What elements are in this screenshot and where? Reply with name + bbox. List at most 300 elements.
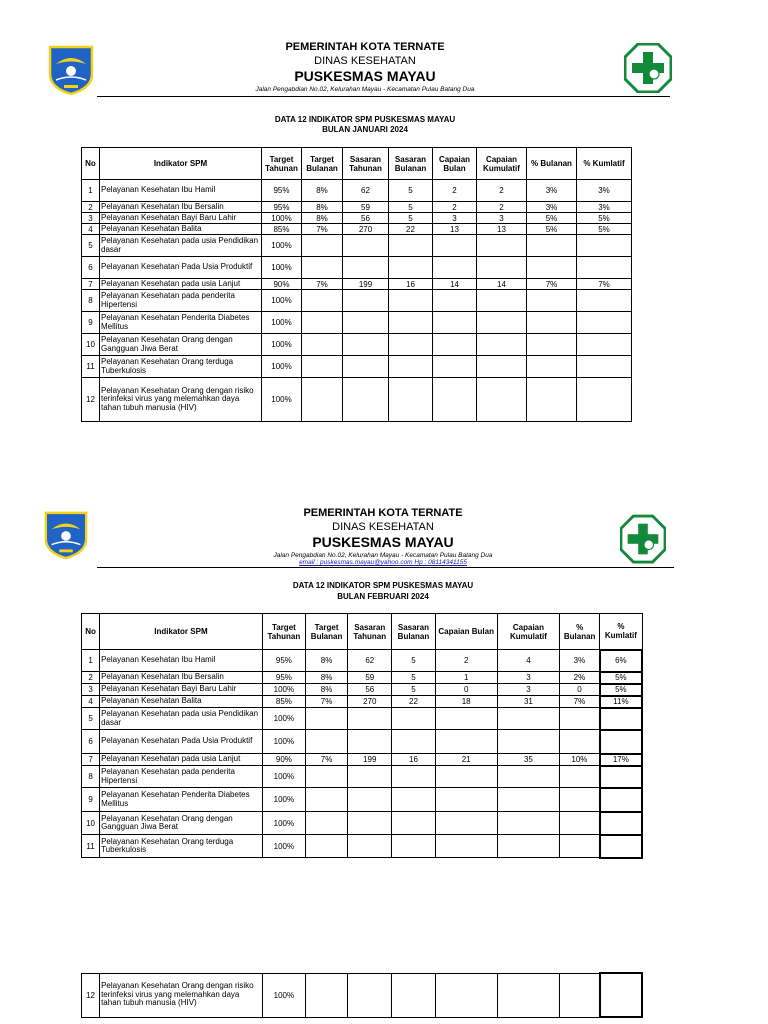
value-cell bbox=[302, 378, 343, 422]
row-number-cell: 8 bbox=[82, 766, 100, 788]
value-cell: 3% bbox=[527, 180, 577, 202]
value-cell bbox=[435, 835, 497, 858]
value-cell bbox=[600, 835, 642, 858]
value-cell bbox=[497, 835, 559, 858]
value-cell bbox=[305, 708, 347, 730]
value-cell: 199 bbox=[343, 279, 389, 290]
row-number-cell: 1 bbox=[82, 650, 100, 672]
header-address: Jalan Pengabdian No.02, Kelurahan Mayau - Kecamatan Pulau Batang Dua bbox=[255, 86, 475, 93]
value-cell bbox=[577, 290, 632, 312]
value-cell: 5 bbox=[389, 202, 433, 213]
value-cell: 35 bbox=[497, 754, 559, 766]
value-cell: 100% bbox=[262, 213, 302, 224]
value-cell bbox=[560, 973, 600, 1017]
row-number-cell: 7 bbox=[82, 279, 100, 290]
health-cross-icon bbox=[624, 43, 672, 93]
value-cell bbox=[389, 290, 433, 312]
header-dept: DINAS KESEHATAN bbox=[314, 55, 416, 67]
value-cell: 8% bbox=[302, 202, 343, 213]
value-cell: 14 bbox=[433, 279, 477, 290]
value-cell bbox=[527, 235, 577, 257]
table-subtitle: BULAN JANUARI 2024 bbox=[322, 125, 408, 134]
value-cell: 100% bbox=[262, 312, 302, 334]
column-header: % Bulanan bbox=[527, 148, 577, 180]
value-cell: 5% bbox=[527, 213, 577, 224]
column-header: Sasaran Bulanan bbox=[392, 614, 435, 650]
value-cell bbox=[348, 788, 392, 812]
value-cell bbox=[577, 257, 632, 279]
value-cell: 100% bbox=[262, 334, 302, 356]
value-cell bbox=[389, 378, 433, 422]
value-cell: 22 bbox=[389, 224, 433, 235]
indicator-name-cell: Pelayanan Kesehatan Balita bbox=[100, 224, 262, 235]
column-header: Target Bulanan bbox=[302, 148, 343, 180]
value-cell: 7% bbox=[302, 224, 343, 235]
table-row bbox=[82, 257, 632, 279]
value-cell bbox=[497, 812, 559, 835]
value-cell bbox=[392, 788, 435, 812]
value-cell bbox=[389, 356, 433, 378]
table-body bbox=[82, 650, 643, 858]
value-cell bbox=[343, 290, 389, 312]
value-cell: 5% bbox=[577, 213, 632, 224]
column-header: Indikator SPM bbox=[100, 614, 263, 650]
value-cell bbox=[560, 835, 600, 858]
table-header-row bbox=[82, 614, 643, 650]
value-cell bbox=[343, 356, 389, 378]
table-title: DATA 12 INDIKATOR SPM PUSKESMAS MAYAU bbox=[274, 115, 456, 124]
value-cell: 7% bbox=[560, 696, 600, 708]
value-cell bbox=[600, 788, 642, 812]
header-name: PUSKESMAS MAYAU bbox=[294, 68, 436, 84]
value-cell bbox=[577, 378, 632, 422]
value-cell bbox=[477, 235, 527, 257]
value-cell bbox=[433, 356, 477, 378]
value-cell: 100% bbox=[262, 356, 302, 378]
value-cell bbox=[497, 973, 559, 1017]
value-cell bbox=[433, 378, 477, 422]
value-cell bbox=[477, 334, 527, 356]
column-header: Target Tahunan bbox=[262, 148, 302, 180]
column-header: Target Tahunan bbox=[262, 614, 305, 650]
spm-table-january bbox=[81, 147, 632, 422]
value-cell: 100% bbox=[262, 812, 305, 835]
value-cell bbox=[389, 257, 433, 279]
column-header: Indikator SPM bbox=[100, 148, 262, 180]
value-cell bbox=[305, 812, 347, 835]
value-cell: 270 bbox=[348, 696, 392, 708]
table-subtitle: BULAN FEBRUARI 2024 bbox=[337, 592, 429, 601]
value-cell: 22 bbox=[392, 696, 435, 708]
value-cell bbox=[560, 708, 600, 730]
value-cell bbox=[497, 766, 559, 788]
value-cell bbox=[435, 812, 497, 835]
value-cell: 199 bbox=[348, 754, 392, 766]
column-header: Capaian Bulan bbox=[433, 148, 477, 180]
value-cell: 4 bbox=[497, 650, 559, 672]
value-cell bbox=[348, 766, 392, 788]
indicator-name-cell: Pelayanan Kesehatan pada usia Lanjut bbox=[100, 279, 262, 290]
value-cell: 95% bbox=[262, 180, 302, 202]
value-cell bbox=[305, 730, 347, 754]
value-cell: 90% bbox=[262, 754, 305, 766]
value-cell bbox=[433, 290, 477, 312]
value-cell bbox=[600, 812, 642, 835]
table-row bbox=[82, 973, 643, 1017]
value-cell bbox=[435, 708, 497, 730]
value-cell: 62 bbox=[343, 180, 389, 202]
indicator-name-cell: Pelayanan Kesehatan Bayi Baru Lahir bbox=[100, 213, 262, 224]
header-email-link[interactable]: email : puskesmas.mayau@yahoo.com Hp : 08114341155 bbox=[299, 559, 467, 566]
value-cell: 62 bbox=[348, 650, 392, 672]
value-cell: 270 bbox=[343, 224, 389, 235]
column-header: No bbox=[82, 148, 100, 180]
indicator-name-cell: Pelayanan Kesehatan Ibu Bersalin bbox=[100, 672, 263, 684]
indicator-name-cell: Pelayanan Kesehatan Pada Usia Produktif bbox=[100, 730, 263, 754]
table-row bbox=[82, 766, 643, 788]
row-number-cell: 11 bbox=[82, 356, 100, 378]
value-cell bbox=[392, 973, 435, 1017]
value-cell bbox=[477, 257, 527, 279]
indicator-name-cell: Pelayanan Kesehatan pada usia Pendidikan dasar bbox=[100, 235, 262, 257]
table-body bbox=[82, 180, 632, 422]
value-cell bbox=[392, 835, 435, 858]
value-cell bbox=[497, 730, 559, 754]
value-cell: 100% bbox=[262, 730, 305, 754]
row-number-cell: 11 bbox=[82, 835, 100, 858]
table-row bbox=[82, 290, 632, 312]
value-cell bbox=[348, 973, 392, 1017]
value-cell bbox=[302, 235, 343, 257]
column-header: Sasaran Tahunan bbox=[343, 148, 389, 180]
table-row bbox=[82, 835, 643, 858]
row-number-cell: 2 bbox=[82, 672, 100, 684]
table-row bbox=[82, 224, 632, 235]
value-cell bbox=[433, 312, 477, 334]
header-address: Jalan Pengabdian No.02, Kelurahan Mayau - Kecamatan Pulau Batang Dua bbox=[273, 552, 493, 559]
value-cell bbox=[433, 257, 477, 279]
row-number-cell: 4 bbox=[82, 696, 100, 708]
value-cell: 100% bbox=[262, 973, 305, 1017]
value-cell bbox=[392, 730, 435, 754]
value-cell bbox=[527, 378, 577, 422]
value-cell: 95% bbox=[262, 202, 302, 213]
table-row bbox=[82, 213, 632, 224]
value-cell bbox=[477, 356, 527, 378]
column-header: No bbox=[82, 614, 100, 650]
value-cell: 2 bbox=[433, 180, 477, 202]
table-row bbox=[82, 730, 643, 754]
column-header: Target Bulanan bbox=[305, 614, 347, 650]
value-cell bbox=[305, 788, 347, 812]
header-name: PUSKESMAS MAYAU bbox=[312, 534, 454, 550]
value-cell: 85% bbox=[262, 224, 302, 235]
value-cell: 16 bbox=[389, 279, 433, 290]
value-cell: 3 bbox=[497, 684, 559, 696]
value-cell: 2 bbox=[477, 202, 527, 213]
value-cell: 3% bbox=[560, 650, 600, 672]
row-number-cell: 6 bbox=[82, 730, 100, 754]
value-cell bbox=[343, 257, 389, 279]
value-cell bbox=[348, 812, 392, 835]
column-header: % Kumlatif bbox=[600, 614, 642, 650]
value-cell bbox=[560, 766, 600, 788]
value-cell bbox=[477, 290, 527, 312]
health-cross-icon bbox=[620, 514, 666, 564]
value-cell: 5% bbox=[577, 224, 632, 235]
row-number-cell: 1 bbox=[82, 180, 100, 202]
value-cell: 7% bbox=[305, 696, 347, 708]
column-header: Sasaran Bulanan bbox=[389, 148, 433, 180]
value-cell bbox=[343, 312, 389, 334]
row-number-cell: 12 bbox=[82, 973, 100, 1017]
value-cell: 14 bbox=[477, 279, 527, 290]
value-cell bbox=[560, 788, 600, 812]
value-cell bbox=[389, 312, 433, 334]
row-number-cell: 6 bbox=[82, 257, 100, 279]
value-cell bbox=[600, 973, 642, 1017]
value-cell bbox=[527, 356, 577, 378]
indicator-name-cell: Pelayanan Kesehatan Orang dengan risiko terinfeksi virus yang melemahkan daya tahan tubuh manusia (HIV) bbox=[100, 973, 263, 1017]
value-cell bbox=[343, 378, 389, 422]
row-number-cell: 12 bbox=[82, 378, 100, 422]
value-cell: 95% bbox=[262, 672, 305, 684]
value-cell: 100% bbox=[262, 378, 302, 422]
value-cell: 8% bbox=[302, 180, 343, 202]
value-cell bbox=[392, 812, 435, 835]
table-row bbox=[82, 334, 632, 356]
value-cell bbox=[305, 835, 347, 858]
value-cell: 100% bbox=[262, 684, 305, 696]
value-cell bbox=[302, 334, 343, 356]
header-divider bbox=[97, 96, 670, 97]
value-cell: 85% bbox=[262, 696, 305, 708]
table-row bbox=[82, 788, 643, 812]
row-number-cell: 3 bbox=[82, 213, 100, 224]
value-cell bbox=[435, 730, 497, 754]
indicator-name-cell: Pelayanan Kesehatan Ibu Hamil bbox=[100, 180, 262, 202]
value-cell: 5 bbox=[392, 684, 435, 696]
value-cell bbox=[527, 257, 577, 279]
value-cell: 5% bbox=[600, 672, 642, 684]
table-row bbox=[82, 180, 632, 202]
value-cell: 3 bbox=[433, 213, 477, 224]
indicator-name-cell: Pelayanan Kesehatan Pada Usia Produktif bbox=[100, 257, 262, 279]
value-cell bbox=[477, 378, 527, 422]
table-row bbox=[82, 235, 632, 257]
table-header-row bbox=[82, 148, 632, 180]
spm-table-february bbox=[81, 613, 643, 859]
value-cell: 8% bbox=[302, 213, 343, 224]
value-cell bbox=[392, 766, 435, 788]
value-cell bbox=[348, 730, 392, 754]
value-cell bbox=[527, 290, 577, 312]
value-cell bbox=[560, 730, 600, 754]
column-header: % Bulanan bbox=[560, 614, 600, 650]
value-cell bbox=[527, 312, 577, 334]
value-cell: 3 bbox=[477, 213, 527, 224]
value-cell bbox=[577, 235, 632, 257]
row-number-cell: 9 bbox=[82, 312, 100, 334]
header-divider bbox=[97, 567, 674, 568]
table-row bbox=[82, 356, 632, 378]
value-cell: 5 bbox=[392, 672, 435, 684]
row-number-cell: 3 bbox=[82, 684, 100, 696]
value-cell bbox=[433, 334, 477, 356]
value-cell: 5% bbox=[527, 224, 577, 235]
value-cell: 100% bbox=[262, 788, 305, 812]
value-cell: 100% bbox=[262, 708, 305, 730]
value-cell bbox=[600, 708, 642, 730]
value-cell: 13 bbox=[477, 224, 527, 235]
value-cell bbox=[433, 235, 477, 257]
value-cell bbox=[435, 973, 497, 1017]
value-cell: 3% bbox=[577, 202, 632, 213]
value-cell bbox=[302, 290, 343, 312]
table-row bbox=[82, 202, 632, 213]
indicator-name-cell: Pelayanan Kesehatan pada penderita Hipertensi bbox=[100, 766, 263, 788]
table-row bbox=[82, 650, 643, 672]
value-cell bbox=[389, 334, 433, 356]
value-cell: 90% bbox=[262, 279, 302, 290]
value-cell bbox=[560, 812, 600, 835]
value-cell bbox=[477, 312, 527, 334]
indicator-name-cell: Pelayanan Kesehatan Bayi Baru Lahir bbox=[100, 684, 263, 696]
row-number-cell: 5 bbox=[82, 708, 100, 730]
indicator-name-cell: Pelayanan Kesehatan pada usia Lanjut bbox=[100, 754, 263, 766]
value-cell: 2 bbox=[435, 650, 497, 672]
value-cell bbox=[302, 356, 343, 378]
table-row bbox=[82, 378, 632, 422]
value-cell: 5 bbox=[389, 180, 433, 202]
value-cell bbox=[348, 708, 392, 730]
value-cell: 13 bbox=[433, 224, 477, 235]
indicator-name-cell: Pelayanan Kesehatan Balita bbox=[100, 696, 263, 708]
value-cell: 2% bbox=[560, 672, 600, 684]
value-cell bbox=[435, 766, 497, 788]
value-cell: 7% bbox=[302, 279, 343, 290]
value-cell: 56 bbox=[343, 213, 389, 224]
value-cell: 5 bbox=[392, 650, 435, 672]
column-header: % Kumlatif bbox=[577, 148, 632, 180]
value-cell bbox=[343, 334, 389, 356]
value-cell: 18 bbox=[435, 696, 497, 708]
row-number-cell: 2 bbox=[82, 202, 100, 213]
table-row bbox=[82, 684, 643, 696]
value-cell bbox=[600, 766, 642, 788]
value-cell: 31 bbox=[497, 696, 559, 708]
value-cell: 21 bbox=[435, 754, 497, 766]
value-cell bbox=[305, 973, 347, 1017]
value-cell bbox=[497, 788, 559, 812]
value-cell: 5% bbox=[600, 684, 642, 696]
value-cell: 3% bbox=[527, 202, 577, 213]
value-cell bbox=[302, 312, 343, 334]
value-cell bbox=[302, 257, 343, 279]
value-cell: 100% bbox=[262, 835, 305, 858]
value-cell: 0 bbox=[560, 684, 600, 696]
ternate-city-emblem-icon bbox=[47, 44, 95, 96]
table-row bbox=[82, 672, 643, 684]
value-cell bbox=[343, 235, 389, 257]
value-cell bbox=[577, 356, 632, 378]
column-header: Sasaran Tahunan bbox=[348, 614, 392, 650]
value-cell bbox=[389, 235, 433, 257]
value-cell: 59 bbox=[343, 202, 389, 213]
value-cell: 2 bbox=[477, 180, 527, 202]
column-header: Capaian Kumulatif bbox=[497, 614, 559, 650]
indicator-name-cell: Pelayanan Kesehatan Ibu Bersalin bbox=[100, 202, 262, 213]
table-title: DATA 12 INDIKATOR SPM PUSKESMAS MAYAU bbox=[292, 581, 474, 590]
value-cell: 100% bbox=[262, 257, 302, 279]
value-cell bbox=[600, 730, 642, 754]
indicator-name-cell: Pelayanan Kesehatan pada usia Pendidikan dasar bbox=[100, 708, 263, 730]
value-cell bbox=[348, 835, 392, 858]
value-cell: 10% bbox=[560, 754, 600, 766]
value-cell: 59 bbox=[348, 672, 392, 684]
row-number-cell: 10 bbox=[82, 334, 100, 356]
value-cell: 100% bbox=[262, 766, 305, 788]
value-cell: 8% bbox=[305, 650, 347, 672]
value-cell: 7% bbox=[305, 754, 347, 766]
table-body bbox=[82, 973, 643, 1017]
table-row bbox=[82, 754, 643, 766]
value-cell: 1 bbox=[435, 672, 497, 684]
value-cell bbox=[577, 334, 632, 356]
value-cell: 0 bbox=[435, 684, 497, 696]
indicator-name-cell: Pelayanan Kesehatan Orang dengan risiko terinfeksi virus yang melemahkan daya tahan tubuh manusia (HIV) bbox=[100, 378, 262, 422]
indicator-name-cell: Pelayanan Kesehatan pada penderita Hipertensi bbox=[100, 290, 262, 312]
header-gov: PEMERINTAH KOTA TERNATE bbox=[303, 507, 463, 519]
value-cell: 6% bbox=[600, 650, 642, 672]
indicator-name-cell: Pelayanan Kesehatan Orang terduga Tuberkulosis bbox=[100, 356, 262, 378]
indicator-name-cell: Pelayanan Kesehatan Ibu Hamil bbox=[100, 650, 263, 672]
row-number-cell: 8 bbox=[82, 290, 100, 312]
value-cell: 8% bbox=[305, 672, 347, 684]
row-number-cell: 10 bbox=[82, 812, 100, 835]
indicator-name-cell: Pelayanan Kesehatan Penderita Diabetes Mellitus bbox=[100, 312, 262, 334]
value-cell: 5 bbox=[389, 213, 433, 224]
indicator-name-cell: Pelayanan Kesehatan Orang terduga Tuberkulosis bbox=[100, 835, 263, 858]
table-row bbox=[82, 812, 643, 835]
value-cell bbox=[577, 312, 632, 334]
indicator-name-cell: Pelayanan Kesehatan Orang dengan Gangguan Jiwa Berat bbox=[100, 812, 263, 835]
row-number-cell: 9 bbox=[82, 788, 100, 812]
value-cell: 16 bbox=[392, 754, 435, 766]
value-cell: 7% bbox=[577, 279, 632, 290]
value-cell: 7% bbox=[527, 279, 577, 290]
value-cell: 8% bbox=[305, 684, 347, 696]
indicator-name-cell: Pelayanan Kesehatan Penderita Diabetes Mellitus bbox=[100, 788, 263, 812]
value-cell: 100% bbox=[262, 235, 302, 257]
value-cell bbox=[527, 334, 577, 356]
table-row bbox=[82, 708, 643, 730]
value-cell: 95% bbox=[262, 650, 305, 672]
value-cell: 56 bbox=[348, 684, 392, 696]
value-cell: 3% bbox=[577, 180, 632, 202]
row-number-cell: 7 bbox=[82, 754, 100, 766]
table-row bbox=[82, 279, 632, 290]
indicator-name-cell: Pelayanan Kesehatan Orang dengan Gangguan Jiwa Berat bbox=[100, 334, 262, 356]
value-cell: 11% bbox=[600, 696, 642, 708]
value-cell bbox=[305, 766, 347, 788]
column-header: Capaian Kumulatif bbox=[477, 148, 527, 180]
table-row bbox=[82, 696, 643, 708]
table-row bbox=[82, 312, 632, 334]
value-cell: 3 bbox=[497, 672, 559, 684]
value-cell: 2 bbox=[433, 202, 477, 213]
value-cell bbox=[435, 788, 497, 812]
